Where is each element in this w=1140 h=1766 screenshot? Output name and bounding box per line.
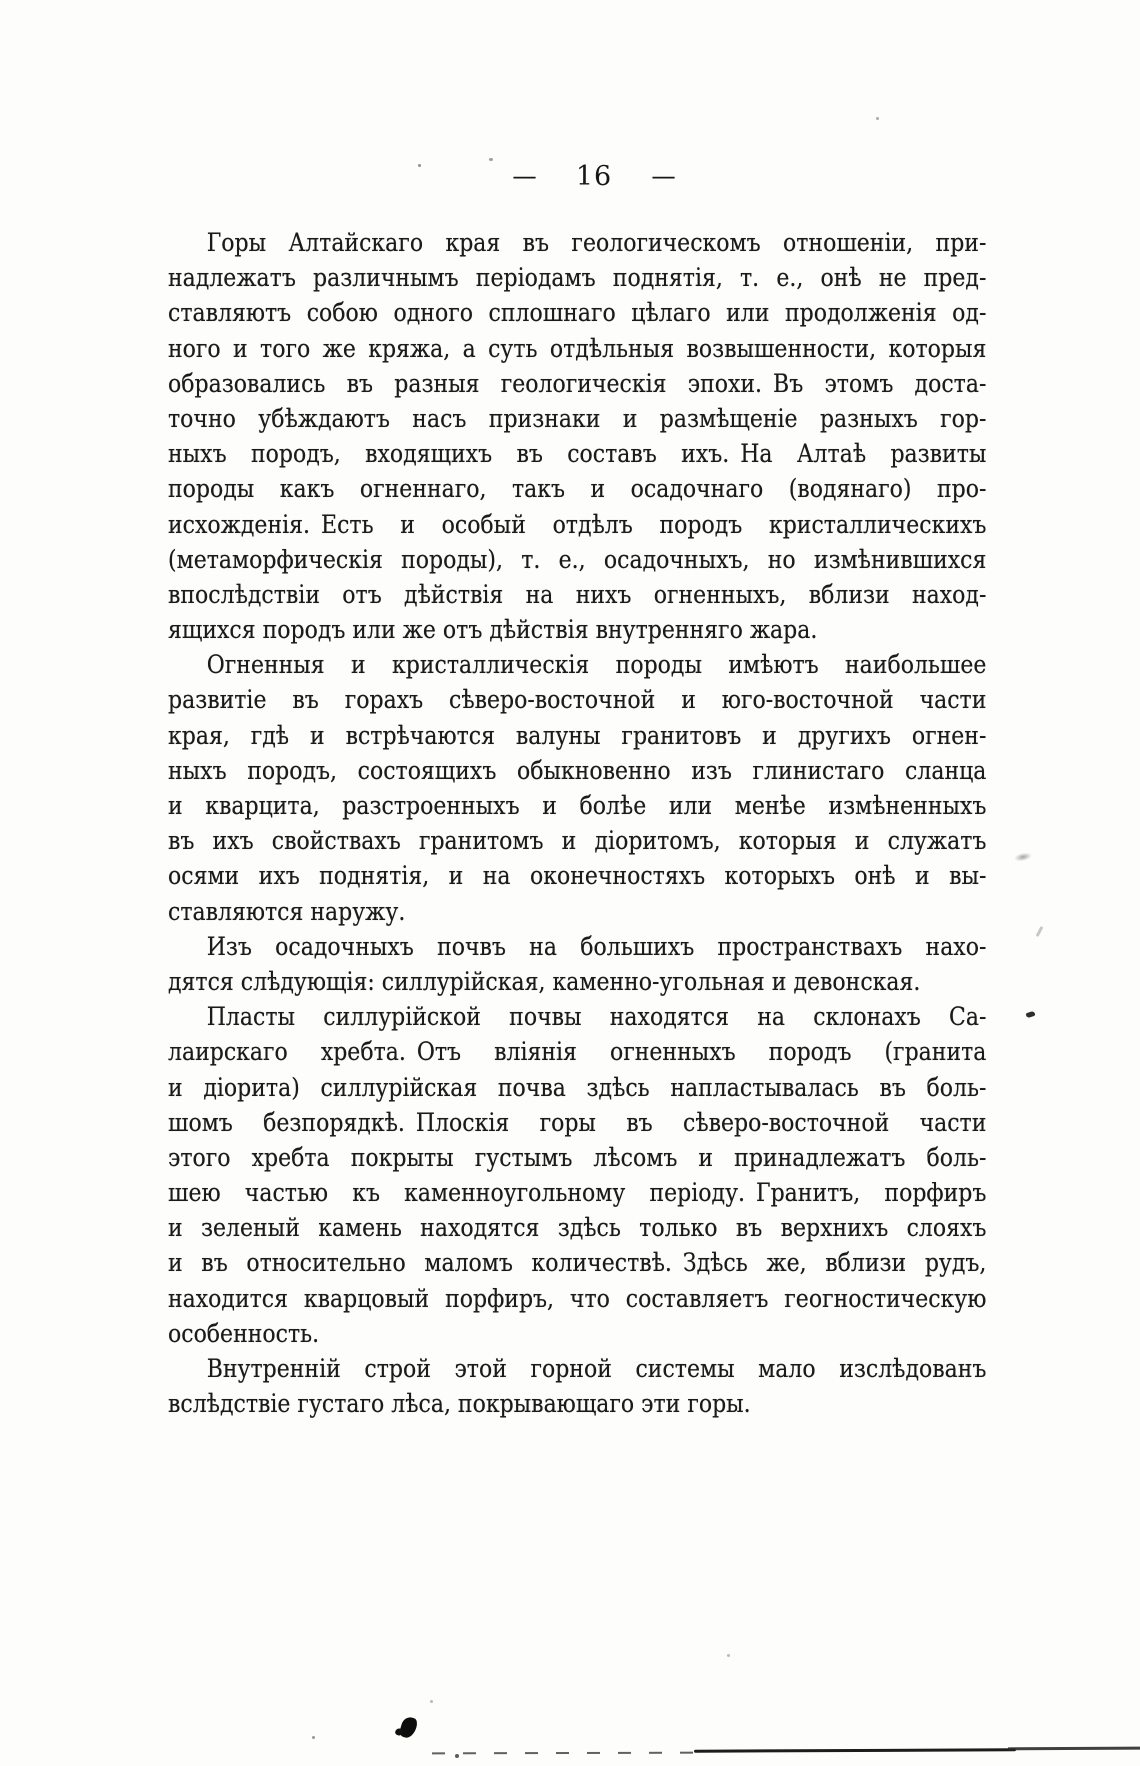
text-line: развитіе въ горахъ сѣверо-восточной и юго-восточной части <box>168 685 987 715</box>
text-line: породы какъ огненнаго, такъ и осадочнаго (водянаго) про- <box>168 474 987 504</box>
text-line: и діорита) силлурійская почва здѣсь напластывалась въ боль- <box>168 1072 987 1102</box>
text-line: находится кварцовый порфиръ, что составляетъ геогностическую <box>168 1283 987 1313</box>
text-line: ныхъ породъ, входящихъ въ составъ ихъ. На Алтаѣ развиты <box>168 439 987 469</box>
text-line: Изъ осадочныхъ почвъ на большихъ пространствахъ нахо- <box>206 931 987 961</box>
text-line: и кварцита, разстроенныхъ и болѣе или менѣе измѣненныхъ <box>168 791 987 820</box>
text-body <box>168 225 986 1421</box>
text-line: образовались въ разныя геологическія эпохи. Въ этомъ доста- <box>168 368 987 398</box>
text-line: шомъ безпорядкѣ. Плоскія горы въ сѣверо-восточной части <box>168 1107 987 1137</box>
text-line: надлежатъ различнымъ періодамъ поднятія, т. е., онѣ не пред- <box>168 263 987 293</box>
header-dash-left: — <box>512 161 537 192</box>
text-line: ставляютъ собою одного сплошнаго цѣлаго или продолженія од- <box>168 298 987 328</box>
text-line: края, гдѣ и встрѣчаются валуны гранитовъ и другихъ огнен- <box>168 720 987 750</box>
margin-mark-artifact <box>1025 1011 1035 1019</box>
paragraph <box>168 999 986 1351</box>
text-line: лаирскаго хребта. Отъ вліянія огненныхъ породъ (гранита <box>168 1037 987 1067</box>
text-line: шею частью къ каменноугольному періоду. Гранитъ, порфиръ <box>168 1178 987 1208</box>
paragraph <box>168 929 986 999</box>
scan-smudge <box>1013 851 1032 863</box>
text-line: Внутренній строй этой горной системы мало изслѣдованъ <box>206 1354 987 1383</box>
text-line: ящихся породъ или же отъ дѣйствія внутренняго жара. <box>168 615 818 645</box>
text-line: дятся слѣдующія: силлурійская, каменно-угольная и девонская. <box>168 966 921 996</box>
text-line: въ ихъ свойствахъ гранитомъ и діоритомъ, которыя и служатъ <box>168 826 987 856</box>
paragraph <box>168 1351 986 1421</box>
text-line: и въ относительно маломъ количествѣ. Здѣсь же, вблизи рудъ, <box>168 1248 987 1278</box>
page-number: 16 <box>575 161 613 192</box>
scan-speck <box>312 1736 315 1739</box>
page-header <box>0 161 1140 192</box>
scan-speck <box>876 117 879 120</box>
paragraph <box>168 225 986 647</box>
paragraph <box>168 647 986 929</box>
text-line: Огненныя и кристаллическія породы имѣютъ наибольшее <box>206 650 987 680</box>
scan-edge-line <box>1008 1747 1140 1750</box>
scan-speck <box>455 1754 459 1758</box>
text-line: Пласты силлурійской почвы находятся на склонахъ Са- <box>206 1002 987 1032</box>
ink-blot-artifact <box>398 1715 418 1739</box>
scan-speck <box>430 1700 433 1703</box>
scan-edge-line <box>694 1748 1016 1752</box>
text-line: ныхъ породъ, состоящихъ обыкновенно изъ глинистаго сланца <box>168 755 987 785</box>
text-line: (метаморфическія породы), т. е., осадочныхъ, но измѣнившихся <box>168 544 987 574</box>
scan-speck <box>727 1654 730 1657</box>
text-line: точно убѣждаютъ насъ признаки и размѣщеніе разныхъ гор- <box>168 403 987 433</box>
text-line: ставляются наружу. <box>168 896 406 926</box>
text-line: ного и того же кряжа, а суть отдѣльныя возвышенности, которыя <box>168 333 987 363</box>
text-line: этого хребта покрыты густымъ лѣсомъ и принадлежатъ боль- <box>168 1142 987 1172</box>
header-dash-right: — <box>651 161 676 192</box>
text-line: осями ихъ поднятія, и на оконечностяхъ которыхъ онѣ и вы- <box>168 861 987 891</box>
text-line: Горы Алтайскаго края въ геологическомъ отношеніи, при- <box>206 228 987 257</box>
scan-smudge <box>1036 926 1044 937</box>
scan-edge-line <box>432 1752 700 1755</box>
text-line: особенность. <box>168 1318 320 1348</box>
text-line: вслѣдствіе густаго лѣса, покрывающаго эти горы. <box>168 1389 751 1419</box>
text-line: впослѣдствіи отъ дѣйствія на нихъ огненныхъ, вблизи наход- <box>168 579 987 609</box>
text-line: и зеленый камень находятся здѣсь только въ верхнихъ слояхъ <box>168 1213 987 1243</box>
text-line: исхожденія. Есть и особый отдѣлъ породъ кристаллическихъ <box>168 509 987 539</box>
